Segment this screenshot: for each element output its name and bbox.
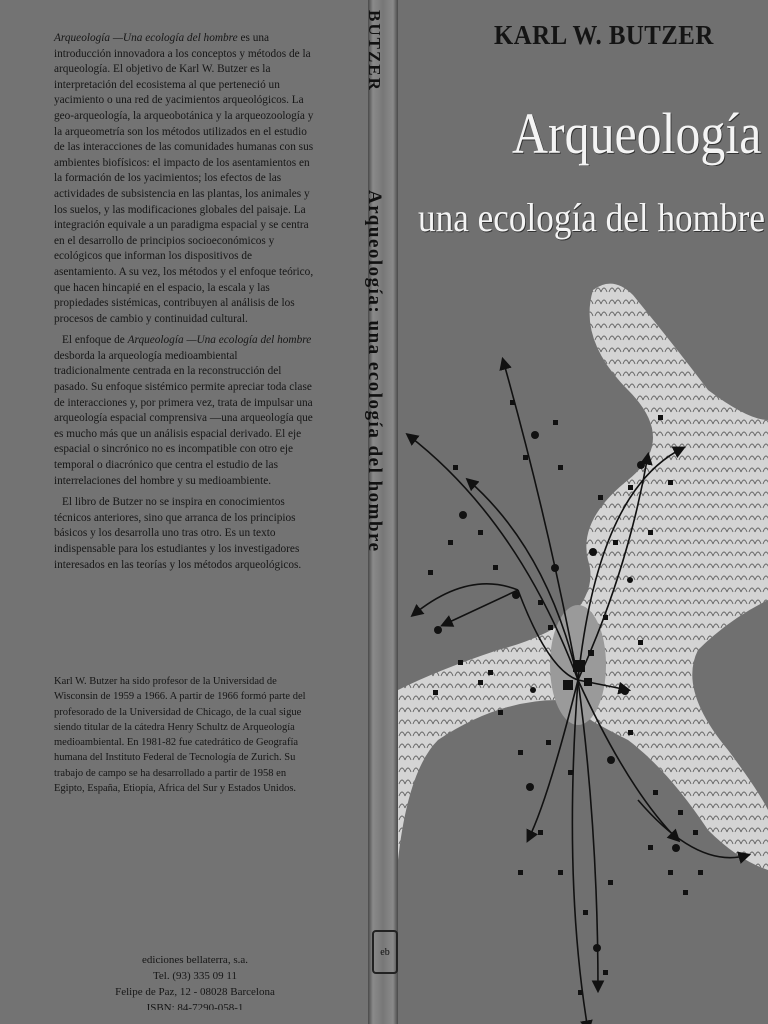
publisher-name: ediciones bellaterra, s.a.: [142, 954, 248, 966]
blurb-paragraph-1: [54, 31, 316, 327]
book-title-italic-2: Arqueología —Una ecología del hombre: [127, 334, 312, 347]
blurb-paragraph-3: El libro de Butzer no se inspira en conocimientos técnicos anteriores, sino que arranca de los principios básicos y los desarrolla uno tras otro. Es un texto indispensable para los estudiantes y los investigadores interesados en las teorías y los métodos arqueológicos.: [54, 496, 302, 571]
settlement-map-illustration: [398, 270, 768, 1024]
back-cover: [0, 0, 368, 1024]
hill-texture: [398, 284, 768, 870]
back-cover-blurb: [54, 31, 316, 579]
isbn: ISBN: 84-7290-058-1: [146, 1002, 244, 1010]
front-title: Arqueología: [512, 101, 762, 166]
publisher-address: Felipe de Paz, 12 - 08028 Barcelona: [115, 986, 275, 998]
book-title-italic: Arqueología —Una ecología del hombre: [54, 32, 238, 44]
blurb-text-2b: desborda la arqueología medioambiental tradicionalmente centrada en la reconstrucción del pasado. Su enfoque sistémico permite apreciar toda clase de interacciones y, por primera vez, trata de impulsar una arqueología espacial comprensiva —una arqueología que es mucho más que un análisis espacial derivado. El eje espacial o sincrónico no es incompatible con otro eje temporal o diacrónico que centra el estudio de las interrelaciones del hombre y su medioambiente.: [54, 349, 313, 487]
blurb-text-1: es una introducción innovadora a los conceptos y métodos de la arqueología. El objetivo de Karl W. Butzer es la interpretación del ecosistema al que perteneció un yacimiento o una red de yacimientos arqueológicos. La geo-arqueología, la arqueobotánica y la arqueozoología y la arqueometría son los métodos utilizados en el estudio de las interacciones de las comunidades humanas con sus ambientes biofísicos: el impacto de los asentamientos en la formación de los yacimientos; los efectos de las actividades de subsistencia en las plantas, los animales y los suelos, y las modificaciones globales del paisaje. La integración equivale a un paradigma espacial y se centra en el desarrollo de principios socioeconómicos y ecológicos que informan los dispositivos de asentamiento. A su vez, los métodos y el enfoque teórico, que hacen hincapié en el espacio, la escala y las propiedades sistémicas, contribuyen al análisis de los procesos de cambio y continuidad cultural.: [54, 32, 314, 325]
spine-title: Arqueología: una ecología del hombre: [364, 190, 385, 553]
front-author: KARL W. BUTZER: [494, 20, 714, 50]
spine-author: BUTZER: [365, 10, 384, 92]
publisher-info: [80, 952, 310, 1010]
author-bio: Karl W. Butzer ha sido profesor de la Universidad de Wisconsin de 1959 a 1966. A partir de 1966 formó parte del profesorado de la Universidad de Chicago, de la cual sigue siendo titular de la cátedra Henry Schultz de Arqueología medioambiental. En 1981-82 fue catedrático de Geografía humana del Instituto Federal de Tecnología de Zurich. Su trabajo de campo se ha desarrollado a partir de 1958 en Egipto, España, Etiopía, Africa del Sur y Estados Unidos.: [54, 676, 306, 795]
blurb-paragraph-2: [54, 333, 316, 489]
publisher-logo: eb: [372, 930, 398, 974]
front-subtitle: una ecología del hombre: [418, 195, 765, 240]
blurb-text-2a: El enfoque de: [62, 334, 128, 347]
publisher-phone: Tel. (93) 335 09 11: [152, 970, 238, 982]
